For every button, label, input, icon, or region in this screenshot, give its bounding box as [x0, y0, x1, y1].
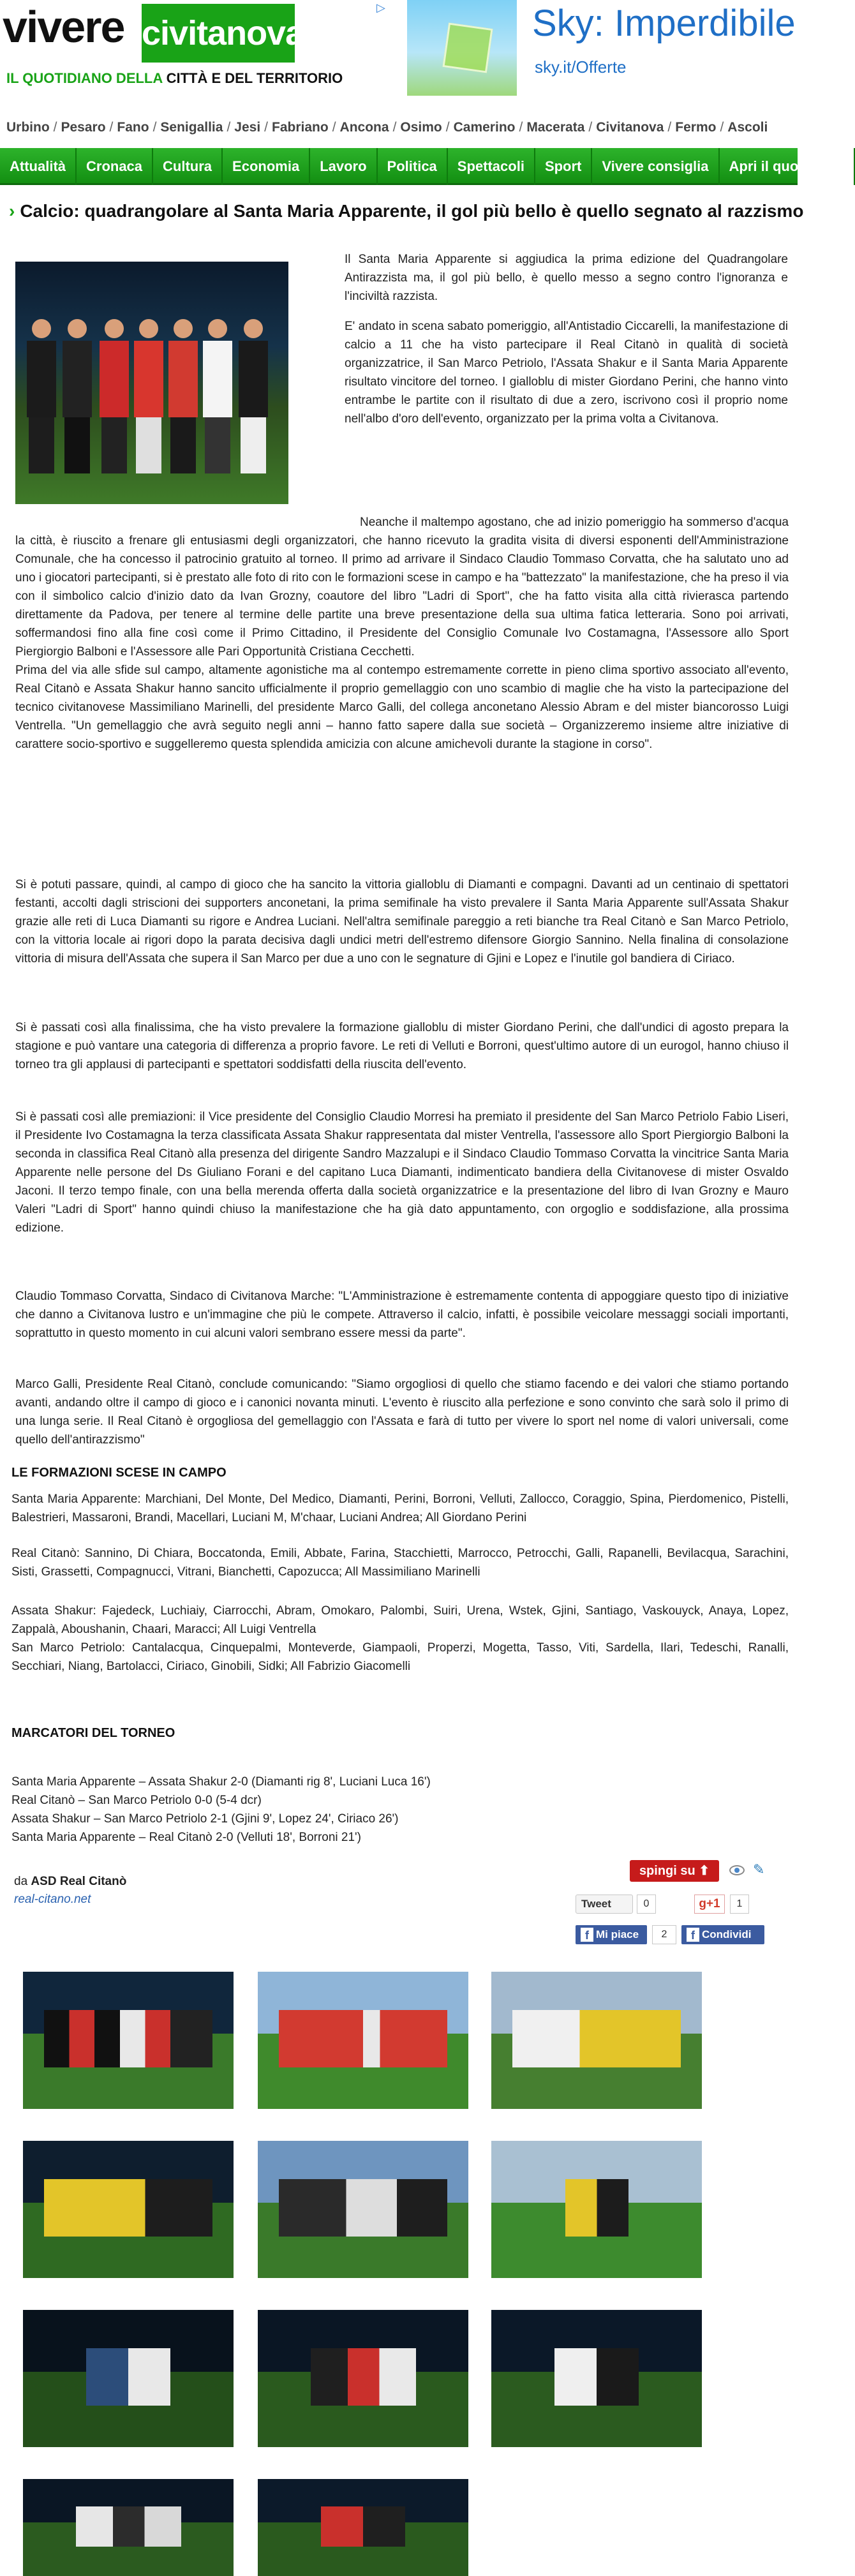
tweet-count: 0	[637, 1895, 656, 1914]
article-paragraph: Si è potuti passare, quindi, al campo di gioco che ha sancito la vittoria gialloblu di Diamanti e compagni. Davanti ad un centinaio di spettatori festanti, accolti dagli striscioni dei supporters anconetani, la prima semifinale ha visto prevalere il Santa Maria Apparente sull'Assata Shakur grazie alle reti di Luca Diamanti su rigore e Andrea Luciani. Nell'altra semifinale pareggio a reti bianche tra Real Citanò e San Marco Petriolo, con la vittoria locale ai rigori dopo la parata decisiva dagli undici metri dell'estremo difensore Giorgio Sannino. Nella finalina di consolazione vittoria di misura dell'Assata che supera il San Marco per due a uno con le segnature di Gjini e Lopez e l'inutile gol bandiera di Ciriaco.	[15, 878, 789, 965]
scorers-list	[11, 1773, 431, 1847]
separator: /	[332, 120, 336, 135]
city-link[interactable]: Ancona	[339, 120, 389, 135]
nav-tab[interactable]: Sport	[535, 148, 592, 185]
google-plus-count: 1	[730, 1895, 749, 1914]
city-link[interactable]: Fano	[117, 120, 149, 135]
formation-paragraph: Santa Maria Apparente: Marchiani, Del Monte, Del Medico, Diamanti, Perini, Borroni, Velluti, Zallocco, Coraggio, Spina, Pierdomenico, Pistelli, Balestrieri, Massaroni, Brandi, Macellari, Luciani M, M'chaar, Luciani Andrea; All Giordano Perini	[11, 1493, 789, 1524]
separator: /	[445, 120, 450, 135]
spingi-label: spingi su	[639, 1864, 695, 1878]
facebook-share-button[interactable]: f Condividi	[681, 1925, 764, 1944]
gallery-thumbnail[interactable]	[258, 1972, 468, 2109]
gallery-thumbnail[interactable]	[258, 2479, 468, 2576]
city-link[interactable]: Macerata	[526, 120, 585, 135]
article-paragraph: Si è passati così alla finalissima, che ha visto prevalere la formazione gialloblu di mister Giordano Perini, che dall'undici di agosto prepara la stagione e può vantare una categoria di differenza a proprio favore. Le reti di Velluti e Borroni, quest'ultimo autore di un eurogol, hanno chiuso il torneo tra gli applausi di partecipanti e spettatori soddisfatti della riuscita dell'evento.	[15, 1021, 789, 1071]
gallery-thumbnail[interactable]	[23, 1972, 234, 2109]
eye-icon[interactable]	[729, 1865, 745, 1875]
ad-banner[interactable]	[376, 0, 798, 97]
formations-heading: LE FORMAZIONI SCESE IN CAMPO	[11, 1466, 227, 1480]
city-link[interactable]: Fermo	[675, 120, 717, 135]
source-prefix: da	[14, 1875, 31, 1888]
article-body-4	[15, 1108, 789, 1237]
nav-tab[interactable]: Lavoro	[310, 148, 377, 185]
nav-tab[interactable]: Apri il quotidiano	[720, 148, 855, 185]
article-photo[interactable]	[15, 262, 288, 504]
city-link[interactable]: Senigallia	[160, 120, 223, 135]
formation-paragraph: Real Citanò: Sannino, Di Chiara, Boccatonda, Emili, Abbate, Farina, Stacchietti, Marrocco, Petrocchi, Galli, Rapanelli, Bevilacqua, Sarachini, Sisti, Grassetti, Compagnucci, Vitrani, Bianchetti, Capozucca; All Massimiliano Marinelli	[11, 1547, 789, 1579]
article-body-6	[15, 1375, 789, 1449]
article-intro	[345, 250, 788, 440]
nav-tab[interactable]: Spettacoli	[448, 148, 535, 185]
tweet-button[interactable]: Tweet	[576, 1895, 633, 1914]
social-bar	[568, 1860, 791, 1956]
tagline-part-b: CITTÀ E DEL TERRITORIO	[166, 70, 343, 86]
article-source	[14, 1873, 126, 1909]
nav-tab[interactable]: Cultura	[153, 148, 223, 185]
city-link[interactable]: Fabriano	[272, 120, 329, 135]
score-line: Assata Shakur – San Marco Petriolo 2-1 (Gjini 9', Lopez 24', Ciriaco 26')	[11, 1812, 399, 1826]
score-line: Santa Maria Apparente – Real Citanò 2-0 (Velluti 18', Borroni 21')	[11, 1831, 362, 1844]
chevron-right-icon: ›	[9, 201, 15, 221]
gallery-thumbnail[interactable]	[258, 2141, 468, 2278]
logo-city: civitanova	[142, 4, 295, 63]
separator: /	[720, 120, 724, 135]
nav-tab[interactable]: Vivere consiglia	[592, 148, 719, 185]
separator: /	[519, 120, 523, 135]
article-paragraph: Si è passati così alle premiazioni: il Vice presidente del Consiglio Claudio Morresi ha premiato il presidente del San Marco Petriolo Fabio Liseri, il Presidente Ivo Costamagna la terza classificata Assata Shakur rappresentata dal mister Ventrella, l'assessore allo Sport Piergiorgio Balboni la seconda in classifica Real Citanò alla presenza del dirigente Sandro Mazzalupi e il Sindaco Claudio Tommaso Corvatta la vincitrice Santa Maria Apparente nelle persone del Ds Giuliano Forani e del capitano Luca Diamanti, indimenticato bandiera della Civitanovese di mister Osvaldo Jaconi. Il terzo tempo finale, con una bella merenda offerta dalla società organizzatrice e la presentazione del libro di Ivan Grozny e Mauro Valeri "Ladri di Sport" hanno quindi chiuso la manifestazione che ha già dato appuntamento, con orgoglio e soddisfazione, alla prossima edizione.	[15, 1110, 789, 1235]
city-nav	[0, 115, 798, 140]
pencil-icon[interactable]: ✎	[753, 1861, 765, 1877]
site-logo[interactable]	[0, 0, 343, 96]
nav-tab[interactable]: Attualità	[0, 148, 77, 185]
nav-tab[interactable]: Politica	[378, 148, 448, 185]
separator: /	[264, 120, 269, 135]
nav-tab[interactable]: Economia	[223, 148, 310, 185]
ad-link[interactable]: sky.it/Offerte	[535, 57, 627, 77]
separator: /	[392, 120, 397, 135]
city-link[interactable]: Jesi	[234, 120, 261, 135]
article-body-5	[15, 1287, 789, 1343]
source-link[interactable]: real-citano.net	[14, 1893, 91, 1906]
source-name: ASD Real Citanò	[31, 1875, 127, 1888]
ad-image[interactable]	[407, 0, 517, 96]
tagline-part-a: IL QUOTIDIANO DELLA	[6, 70, 167, 86]
facebook-like-button[interactable]: f Mi piace	[576, 1925, 647, 1944]
arrow-up-icon: ⬆	[699, 1864, 710, 1878]
city-link[interactable]: Osimo	[400, 120, 442, 135]
article-body	[15, 513, 789, 754]
separator: /	[53, 120, 57, 135]
scorers-heading: MARCATORI DEL TORNEO	[11, 1726, 175, 1740]
facebook-like-count: 2	[652, 1925, 676, 1944]
separator: /	[227, 120, 231, 135]
ad-choices-icon[interactable]: ▷	[376, 1, 385, 14]
score-line: Santa Maria Apparente – Assata Shakur 2-0 (Diamanti rig 8', Luciani Luca 16')	[11, 1775, 431, 1789]
article-paragraph: Claudio Tommaso Corvatta, Sindaco di Civitanova Marche: "L'Amministrazione è estremamente contenta di appoggiare questo tipo di iniziative che danno a Civitanova lustro e un'immagine che più le compete. Attraverso il calcio, infatti, è possibile veicolare messaggi sociali importanti, soprattutto in questo momento in cui alcuni valori sembrano essere messi da parte".	[15, 1290, 789, 1340]
gallery-thumbnail[interactable]	[491, 1972, 702, 2109]
score-line: Real Citanò – San Marco Petriolo 0-0 (5-4 dcr)	[11, 1794, 262, 1807]
google-plus-button[interactable]: g+1	[694, 1895, 725, 1914]
gallery-thumbnail[interactable]	[23, 2310, 234, 2447]
ad-title[interactable]: Sky: Imperdibile	[532, 3, 796, 44]
site-header	[0, 0, 798, 112]
logo-vivere: vivere	[3, 2, 124, 52]
gallery-thumbnail[interactable]	[491, 2310, 702, 2447]
site-tagline	[6, 70, 343, 87]
separator: /	[109, 120, 114, 135]
nav-tab[interactable]: Cronaca	[77, 148, 153, 185]
city-link[interactable]: Camerino	[453, 120, 516, 135]
city-link[interactable]: Urbino	[6, 120, 50, 135]
gallery-thumbnail[interactable]	[258, 2310, 468, 2447]
ad-cube-graphic	[442, 22, 493, 73]
article-body-3	[15, 1018, 789, 1074]
article-paragraph: Prima del via alle sfide sul campo, altamente agonistiche ma al contempo estremamente corrette in pieno clima sportivo associato all'evento, Real Citanò e Assata Shakur hanno sancito ufficialmente il proprio gemellaggio con uno scambio di maglie che ha visto la partecipazione del tecnico civitanovese Massimiliano Marinelli, del presidente Marco Galli, del collega anconetano Alessio Abram e del mister biancorosso Luigi Ventrella. "Un gemellaggio che avrà seguito negli anni – hanno fatto sapere dalla sue società – Organizzeremo insieme altre iniziative di carattere socio-sportivo e suggelleremo questa splendida amicizia con alcune amichevoli durante la stagione in corso".	[15, 664, 789, 751]
article-paragraph: Neanche il maltempo agostano, che ad inizio pomeriggio ha sommerso d'acqua la città, è riuscito a frenare gli entusiasmi degli organizzatori, che hanno ricevuto la gradita visita di diversi esponenti dell'Amministrazione Comunale, che ha concesso il patrocinio gratuito al torneo. Il primo ad arrivare il Sindaco Claudio Tommaso Corvatta, che ha salutato uno ad uno i giocatori partecipanti, si è prestato alle foto di rito con le formazioni scese in campo e ha "battezzato" la manifestazione, che ha preso il via con il simbolico calcio d'inizio dato da Ivan Grozny, coautore del libro "Ladri di Sport", che ha fatto visita alla città rivierasca partendo direttamente da Padova, per tenere al termine delle partite una breve presentazione della sua ultima fatica letteraria. Sono poi arrivati, soffermandosi fino alla fine così come il Primo Cittadino, il Presidente del Consiglio Comunale Ivo Costamagna, l'Assessore allo Sport Piergiorgio Balboni e l'Assessore alle Pari Opportunità Cristiana Cecchetti.	[15, 516, 789, 659]
photo-gallery	[0, 1972, 798, 2576]
article-title-text: Calcio: quadrangolare al Santa Maria Apparente, il gol più bello è quello segnato al razzismo	[20, 201, 804, 221]
article-body-2	[15, 875, 789, 968]
main-nav	[0, 148, 845, 185]
formation-paragraph: San Marco Petriolo: Cantalacqua, Cinquepalmi, Monteverde, Giampaoli, Properzi, Mogetta, Tasso, Viti, Sardella, Ilari, Tedeschi, Ranalli, Secchiari, Niang, Bartolacci, Ciriaco, Ginobili, Sidki; All Fabrizio Giacomelli	[11, 1641, 789, 1673]
gallery-thumbnail[interactable]	[23, 2141, 234, 2278]
gallery-thumbnail[interactable]	[491, 2141, 702, 2278]
article-paragraph: Marco Galli, Presidente Real Citanò, conclude comunicando: "Siamo orgogliosi di quello che stiamo facendo e dei valori che stiamo portando avanti, andando oltre il campo di gioco e i canonici novanta minuti. L'evento è riuscito alla perfezione e sono convinto che sarà solo il primo di una lunga serie. Il Real Citanò è orgogliosa del gemellaggio con l'Assata e farà di tutto per vivere lo sport nel nome di valori universali, come quello dell'antirazzismo"	[15, 1378, 789, 1447]
formation-paragraph: Assata Shakur: Fajedeck, Luchiaiy, Ciarrocchi, Abram, Omokaro, Palombi, Suiri, Urena, Wstek, Gjini, Santiago, Vaskouyck, Anaya, Lopez, Zappalà, Aboushanin, Chaari, Maracci; All Luigi Ventrella	[11, 1604, 789, 1636]
separator: /	[667, 120, 672, 135]
city-link[interactable]: Pesaro	[61, 120, 106, 135]
article-paragraph: Il Santa Maria Apparente si aggiudica la prima edizione del Quadrangolare Antirazzista ma, il gol più bello, è quello messo a segno contro l'ignoranza e l'inciviltà razzista.	[345, 253, 788, 303]
city-link[interactable]: Civitanova	[596, 120, 664, 135]
gallery-thumbnail[interactable]	[23, 2479, 234, 2576]
article-paragraph: E' andato in scena sabato pomeriggio, all'Antistadio Ciccarelli, la manifestazione di calcio a 11 che ha visto partecipare il Real Citanò in qualità di società organizzatrice, il San Marco Petriolo, l'Assata Shakur e il Santa Maria Apparente risultato vincitore del torneo. I gialloblu di mister Giordano Perini, che hanno vinto entrambe le partite con il risultato di due a zero, iscrivono così il proprio nome nell'albo d'oro dell'evento, organizzato per la prima volta a Civitanova.	[345, 320, 788, 426]
article-title	[9, 201, 804, 221]
separator: /	[152, 120, 157, 135]
separator: /	[588, 120, 593, 135]
spingi-su-button[interactable]	[630, 1860, 719, 1882]
city-link[interactable]: Ascoli	[727, 120, 768, 135]
